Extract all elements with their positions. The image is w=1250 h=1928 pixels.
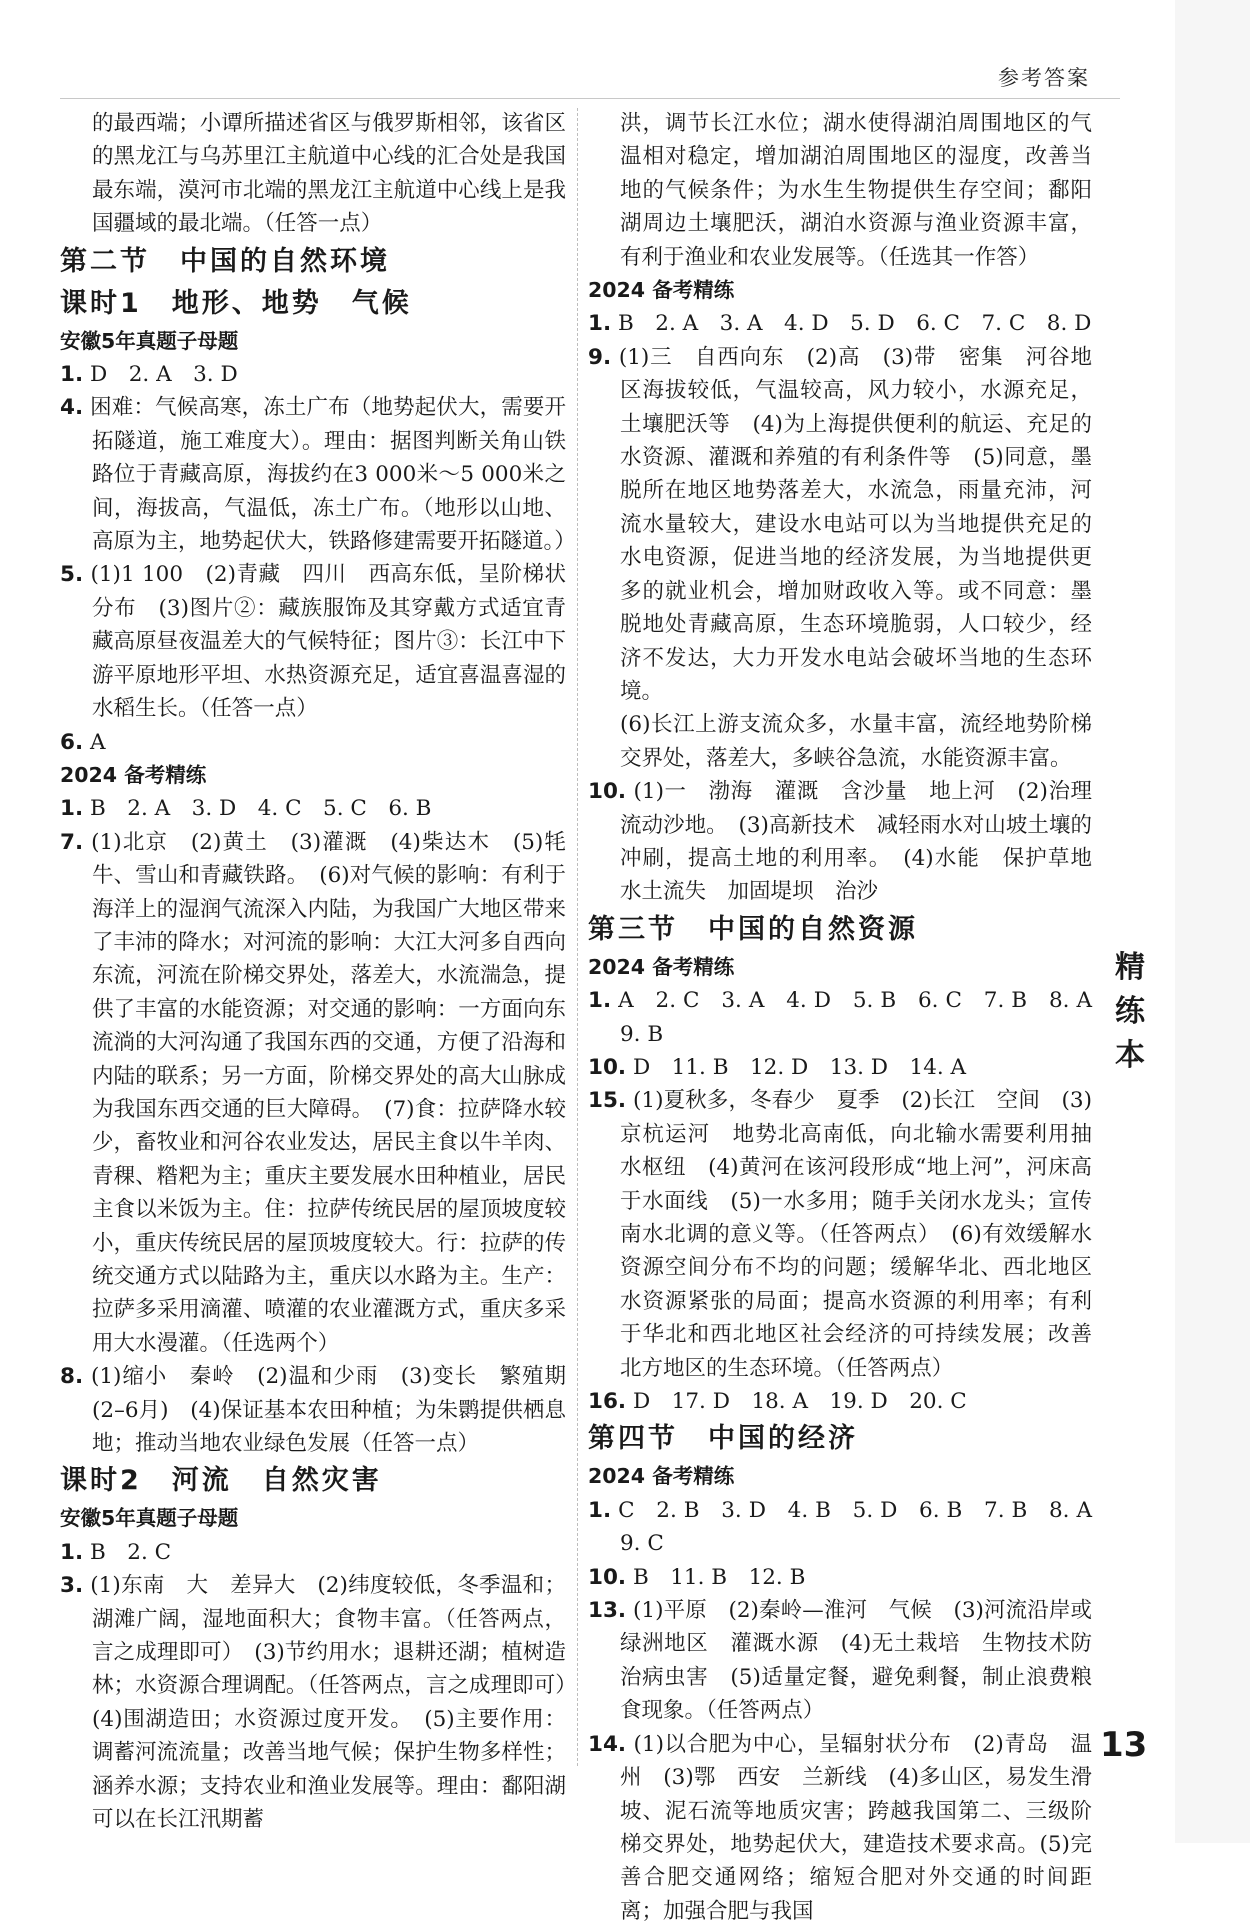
left-column	[60, 107, 588, 1837]
answer-number: 15.	[588, 1088, 627, 1114]
column-divider	[577, 108, 578, 1766]
answer-text: (1)平原 (2)秦岭—淮河 气候 (3)河流沿岸或绿洲地区 灌溉水源 (4)无土栽培 生物技术防治病虫害 (5)适量定餐，避免剩餐，制止浪费粮食现象。（任答两点）	[620, 1598, 1092, 1724]
subsection-heading: 安徽5年真题子母题	[60, 1506, 239, 1531]
page-number: 13	[1100, 1725, 1148, 1765]
section-title: 课时2 河流 自然灾害	[60, 1465, 382, 1497]
answer-number: 4.	[60, 395, 84, 421]
section-title: 第二节 中国的自然环境	[60, 245, 390, 277]
subsection-heading: 2024 备考精练	[60, 762, 207, 787]
answer-item	[588, 341, 1092, 708]
answer-text: (1)北京 (2)黄土 (3)灌溉 (4)柴达木 (5)牦牛、雪山和青藏铁路。 (6)对气候的影响：有利于海洋上的湿润气流深入内陆，为我国广大地区带来了丰沛的降水；对河流的影响：大江大河多自西向东流，河流在阶梯交界处，落差大，水流湍急，提供了丰富的水能资源；对交通的影响：一方面向东流淌的大河沟通了我国东西的交通，方便了沿海和内陆的联系；另一方面，阶梯交界处的高大山脉成为我国东西交通的巨大障碍。 (7)食：拉萨降水较少，畜牧业和河谷农业发达，居民主食以牛羊肉、青稞、糌粑为主；重庆主要发展水田种植业，居民主食以米饭为主。住：拉萨传统民居的屋顶坡度较小，重庆传统民居的屋顶坡度较大。行：拉萨的传统交通方式以陆路为主，重庆以水路为主。生产：拉萨多采用滴灌、喷灌的农业灌溉方式，重庆多采用大水漫灌。（任选两个）	[91, 829, 566, 1356]
section-title: 课时1 地形、地势 气候	[60, 287, 412, 319]
answer-item	[60, 558, 566, 725]
answer-number: 13.	[588, 1598, 627, 1624]
answer-text: (1)一 渤海 灌溉 含沙量 地上河 (2)治理流动沙地。 (3)高新技术 减轻雨水对山坡土壤的冲刷，提高土地的利用率。 (4)水能 保护草地 水土流失 加固堤坝 治沙	[620, 779, 1114, 905]
answer-number: 1.	[588, 1497, 612, 1523]
answer-text: (1)东南 大 差异大 (2)纬度较低，冬季温和；湖滩广阔，湿地面积大；食物丰富。（任答两点，言之成理即可） (3)节约用水；退耕还湖；植树造林；水资源合理调配。（任答两点，言之成理即可） (4)围湖造田；水资源过度开发。 (5)主要作用：调蓄河流流量；改善当地气候；保护生物多样性；涵养水源；支持农业和渔业发展等。理由：鄱阳湖可以在长江汛期蓄	[90, 1573, 588, 1833]
answer-number: 9.	[588, 344, 612, 370]
side-tab-char: 本	[1115, 1038, 1145, 1073]
answer-number: 10.	[588, 1054, 627, 1080]
subsection-heading: 2024 备考精练	[588, 954, 735, 979]
answer-item	[588, 1084, 1092, 1385]
answer-item	[588, 307, 1092, 340]
answer-number: 6.	[60, 729, 84, 755]
answer-text: D 17. D 18. A 19. D 20. C	[632, 1389, 967, 1415]
answer-text: D 2. A 3. D	[89, 362, 238, 388]
answer-item	[60, 726, 566, 759]
header-rule	[60, 98, 1120, 99]
subsection-heading: 安徽5年真题子母题	[60, 328, 239, 353]
answer-text: 困难：气候高寒，冻土广布（地势起伏大，需要开拓隧道，施工难度大）。理由：据图判断关角山铁路位于青藏高原，海拔约在3 000米～5 000米之间，海拔高，气温低，冻土广布。（地形以山地、高原为主，地势起伏大，铁路修建需要开拓隧道。）	[90, 395, 576, 555]
answer-number: 3.	[60, 1573, 84, 1599]
answer-item	[60, 1360, 566, 1460]
answer-text: A 2. C 3. A 4. D 5. B 6. C 7. B 8. A 9. B	[618, 988, 1114, 1047]
answer-number: 1.	[588, 311, 612, 337]
answer-text: (1)以合肥为中心，呈辐射状分布 (2)青岛 温州 (3)鄂 西安 兰新线 (4)多山区，易发生滑坡、泥石流等地质灾害；跨越我国第二、三级阶梯交界处，地势起伏大，建造技术要求高。(5)完善合肥交通网络；缩短合肥对外交通的时间距离；加强合肥与我国	[620, 1731, 1092, 1924]
answer-item	[588, 775, 1114, 909]
answer-number: 5.	[60, 562, 84, 588]
answer-text: (1)缩小 秦岭 (2)温和少雨 (3)变长 繁殖期(2–6月) (4)保证基本农田种植；为朱鹮提供栖息地；推动当地农业绿色发展（任答一点）	[90, 1364, 566, 1457]
answer-text: (1)1 100 (2)青藏 四川 西高东低，呈阶梯状分布 (3)图片②：藏族服饰及其穿戴方式适宜青藏高原昼夜温差大的气候特征；图片③：长江中下游平原地形平坦、水热资源充足，适宜喜温喜湿的水稻生长。（任答一点）	[90, 562, 566, 722]
answer-item	[588, 1051, 1092, 1084]
answer-item	[588, 1494, 1114, 1561]
answer-number: 8.	[60, 1364, 84, 1390]
answer-item	[60, 391, 576, 558]
answer-item	[588, 1385, 1092, 1418]
answer-number: 16.	[588, 1389, 627, 1415]
answer-continuation: 的最西端；小谭所描述省区与俄罗斯相邻，该省区的黑龙江与乌苏里江主航道中心线的汇合处是我国最东端，漠河市北端的黑龙江主航道中心线上是我国疆域的最北端。（任答一点）	[92, 111, 566, 237]
right-column	[588, 107, 1114, 1928]
answer-number: 7.	[60, 829, 84, 855]
running-header: 参考答案	[998, 66, 1090, 90]
answer-continuation: (6)长江上游支流众多，水量丰富，流经地势阶梯交界处，落差大，多峡谷急流，水能资源丰富。	[620, 712, 1092, 771]
side-tab	[1103, 946, 1157, 1078]
answer-item	[588, 1561, 1092, 1594]
answer-text: (1)三 自西向东 (2)高 (3)带 密集 河谷地区海拔较低，气温较高，风力较小，水源充足，土壤肥沃等 (4)为上海提供便利的航运、充足的水资源、灌溉和养殖的有利条件等 (5)同意，墨脱所在地区地势落差大，水流急，雨量充沛，河流水量较大，建设水电站可以为当地提供充足的水电资源，促进当地的经济发展，为当地提供更多的就业机会，增加财政收入等。或不同意：墨脱地处青藏高原，生态环境脆弱，人口较少，经济不发达，大力开发水电站会破坏当地的生态环境。	[618, 344, 1092, 704]
side-tab-char: 练	[1115, 994, 1145, 1029]
answer-text: (1)夏秋多，冬春少 夏季 (2)长江 空间 (3)京杭运河 地势北高南低，向北输水需要利用抽水枢纽 (4)黄河在该河段形成“地上河”，河床高于水面线 (5)一水多用；随手关闭水龙头；宣传南水北调的意义等。（任答两点） (6)有效缓解水资源空间分布不均的问题；缓解华北、西北地区水资源紧张的局面；提高水资源的利用率；有利于华北和西北地区社会经济的可持续发展；改善北方地区的生态环境。（任答两点）	[620, 1088, 1092, 1381]
side-tab-char: 精	[1115, 950, 1145, 985]
answer-text: B 2. A 3. D 4. C 5. C 6. B	[89, 796, 432, 822]
answer-text: B 11. B 12. B	[632, 1564, 806, 1590]
answer-item	[60, 1569, 588, 1836]
answer-number: 14.	[588, 1731, 627, 1757]
answer-continuation: 洪，调节长江水位；湖水使得湖泊周围地区的气温相对稳定，增加湖泊周围地区的湿度，改善当地的气候条件；为水生生物提供生存空间；鄱阳湖周边土壤肥沃，湖泊水资源与渔业资源丰富，有利于渔业和农业发展等。（任选其一作答）	[620, 111, 1092, 270]
answer-text: B 2. C	[89, 1539, 172, 1565]
answer-text: D 11. B 12. D 13. D 14. A	[632, 1054, 967, 1080]
subsection-heading: 2024 备考精练	[588, 1464, 735, 1489]
answer-text: C 2. B 3. D 4. B 5. D 6. B 7. B 8. A 9. C	[618, 1497, 1114, 1557]
answer-number: 10.	[588, 1564, 627, 1590]
answer-number: 1.	[60, 796, 84, 822]
page-edge	[1175, 0, 1250, 1843]
answer-number: 10.	[588, 779, 627, 805]
answer-number: 1.	[60, 362, 84, 388]
answer-item	[588, 1594, 1092, 1728]
answer-item	[60, 1536, 566, 1569]
answer-item	[588, 984, 1114, 1051]
answer-item	[60, 358, 566, 391]
answer-number: 1.	[588, 988, 612, 1014]
answer-item	[588, 1728, 1092, 1928]
answer-text: B 2. A 3. A 4. D 5. D 6. C 7. C 8. D	[617, 311, 1092, 337]
section-title: 第三节 中国的自然资源	[588, 913, 918, 945]
answer-item	[60, 826, 566, 1361]
answer-number: 1.	[60, 1539, 84, 1565]
answer-item	[60, 792, 566, 825]
subsection-heading: 2024 备考精练	[588, 278, 735, 303]
answer-text: A	[89, 729, 106, 755]
section-title: 第四节 中国的经济	[588, 1423, 858, 1455]
